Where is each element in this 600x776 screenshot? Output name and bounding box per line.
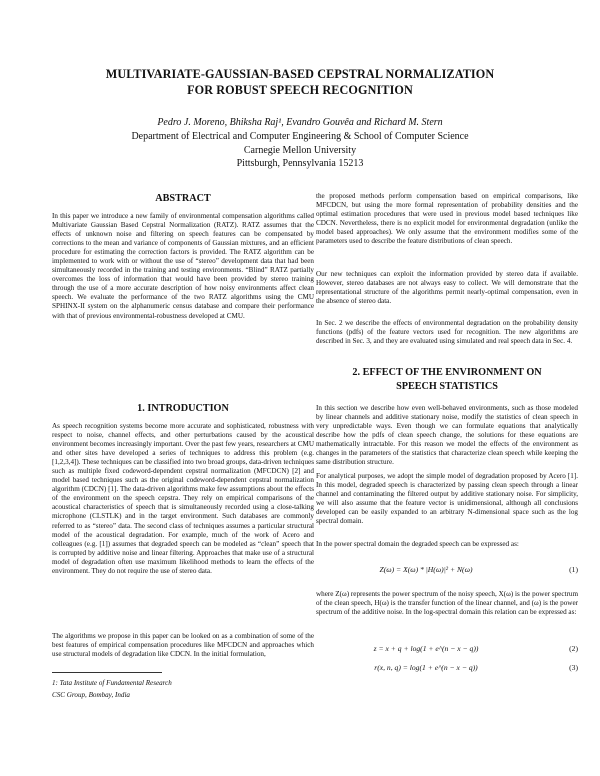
equation-2-body: z = x + q + log(1 + e^(n − x − q)): [373, 644, 479, 653]
right-paragraph-3: In Sec. 2 we describe the effects of environmental degradation on the probability density functions (pdfs) of the feature vectors used for recognition. The new algorithms are described in Sec. 3, and they are evaluated using simulated and real speech data in Sec. 4.: [316, 319, 578, 346]
equation-1-number: (1): [569, 565, 578, 574]
right-paragraph-6: In the power spectral domain the degraded speech can be expressed as:: [316, 540, 519, 548]
section-2-heading-line-2: SPEECH STATISTICS: [396, 381, 498, 392]
affiliation-department: Department of Electrical and Computer Engineering & School of Computer Science: [131, 131, 469, 142]
right-paragraph-7: where Z(ω) represents the power spectrum of the noisy speech, X(ω) is the power spectrum of the clean speech, H(ω) is the transfer function of the linear channel, and (ω) is the power spectrum of the additive noise. In the log-spectral domain this relation can be expressed as:: [316, 590, 578, 617]
footnote-line-2: CSC Group, Bombay, India: [52, 691, 130, 699]
introduction-paragraph-2: The algorithms we propose in this paper can be looked on as a combination of some of the best features of empirical compensation procedures like MFCDCN and approaches which use structural models of degradation like CDCN. In the initial formulation,: [52, 632, 314, 659]
affiliation-university: Carnegie Mellon University: [243, 145, 357, 156]
author-list: [0, 116, 600, 130]
section-2-heading-line-1: 2. EFFECT OF THE ENVIRONMENT ON: [352, 367, 542, 378]
right-paragraph-1: the proposed methods perform compensation based on empirical comparisons, like MFCDCN, but using the more formal representation of probability densities and the optimal estimation procedures that were used in previous model based techniques like CDCN. Nevertheless, there is no explicit model for environmental degradation (unlike the model based approaches). We only assume that the environment modifies some of the parameters used to describe the feature distributions of clean speech.: [316, 192, 578, 246]
paper-title-line-1: MULTIVARIATE-GAUSSIAN-BASED CEPSTRAL NORMALIZATION: [105, 67, 495, 81]
introduction-paragraph-1: As speech recognition systems become more accurate and sophisticated, robustness with respect to noise, channel effects, and other perturbations caused by the acoustical environment becomes increasingly important. Over the past few years, researchers at CMU and other sites have developed a series of techniques to address this problem (e.g. [1,2,3,4]). These techniques can be classified into two broad groups, data-driven techniques such as multiple fixed codeword-dependent cepstral normalization (MFCDCN) [2] and model based techniques such as the original codeword-dependent cepstral normalization algorithm (CDCN) [1]. The data-driven algorithms make few assumptions about the effects of the environment on the speech cepstra. They rely on empirical comparisons of the acoustical characteristics of speech that is simultaneously recorded using a close-talking microphone (CLSTLK) and in the target environment. Such databases are commonly referred to as “stereo” data. The second class of techniques assumes a particular structural model of the acoustical degradation. For example, much of the work of Acero and colleagues (e.g. [1]) assumes that degraded speech can be modeled as “clean” speech that is corrupted by additive noise and linear filtering. Approaches that make use of a structural model of degradation often use maximum likelihood methods to learn the effects of the environment. They do not require the use of stereo data.: [52, 422, 314, 575]
equation-2: [316, 643, 578, 655]
introduction-heading: 1. INTRODUCTION: [137, 403, 229, 414]
author-names: Pedro J. Moreno, Bhiksha Raj¹, Evandro Gouvêa and Richard M. Stern: [157, 117, 443, 128]
equation-2-number: (2): [569, 644, 578, 653]
abstract-heading: ABSTRACT: [155, 193, 211, 204]
paper-title-line-2: FOR ROBUST SPEECH RECOGNITION: [187, 83, 413, 97]
equation-1-body: Z(ω) = X(ω) * |H(ω)|² + N(ω): [379, 565, 473, 574]
right-paragraph-4: In this section we describe how even well-behaved environments, such as those modeled by linear channels and additive stationary noise, modify the statistics of clean speech in very unpredictable ways. Even though we can formulate equations that analytically describe how the pdfs of clean speech change, the solutions for these equations are mathematically intractable. For this reason we model the effects of the environment as changes in the parameters of the statistics that characterize clean speech while keeping the same distribution structure.: [316, 404, 578, 467]
right-paragraph-5: For analytical purposes, we adopt the simple model of degradation proposed by Acero [1]. In this model, degraded speech is characterized by passing clean speech through a linear channel and contaminating the filtered output by additive stationary noise. For simplicity, we will also assume that the feature vector is unidimensional, although all conclusions developed can be easily expanded to an arbitrary N-dimensional space such as the log spectral domain.: [316, 472, 578, 526]
equation-1: [316, 564, 578, 576]
equation-3-number: (3): [569, 663, 578, 672]
affiliation-address: Pittsburgh, Pennsylvania 15213: [236, 158, 364, 169]
equation-3: [316, 662, 578, 674]
right-paragraph-2: Our new techniques can exploit the information provided by stereo data if available. However, stereo databases are not always easy to collect. We will demonstrate that the representational structure of the algorithms permit nearly-optimal compensation, even in the absence of stereo data.: [316, 270, 578, 306]
equation-3-body: r(x, n, q) = log(1 + e^(n − x − q)): [374, 663, 478, 672]
footnote-line-1: 1: Tata Institute of Fundamental Research: [52, 679, 172, 687]
footnote-rule: [52, 672, 162, 673]
abstract-text: In this paper we introduce a new family of environmental compensation algorithms called Multivariate Gaussian Based Cepstral Normalization (RATZ). RATZ assumes that the effects of unknown noise and filtering on speech features can be compensated by corrections to the mean and variance of components of Gaussian mixtures, and an efficient procedure for estimating the correction factors is provided. The RATZ algorithm can be implemented to work with or without the use of “stereo” development data that had been simultaneously recorded in the training and testing environments. “Blind” RATZ partially overcomes the loss of information that would have been provided by stereo training through the use of a more accurate description of how noisy environments affect clean speech. We evaluate the performance of the two RATZ algorithms using the CMU SPHINX-II system on the alphanumeric census database and compare their performance with that of previous environmental-robustness developed at CMU.: [52, 212, 314, 320]
